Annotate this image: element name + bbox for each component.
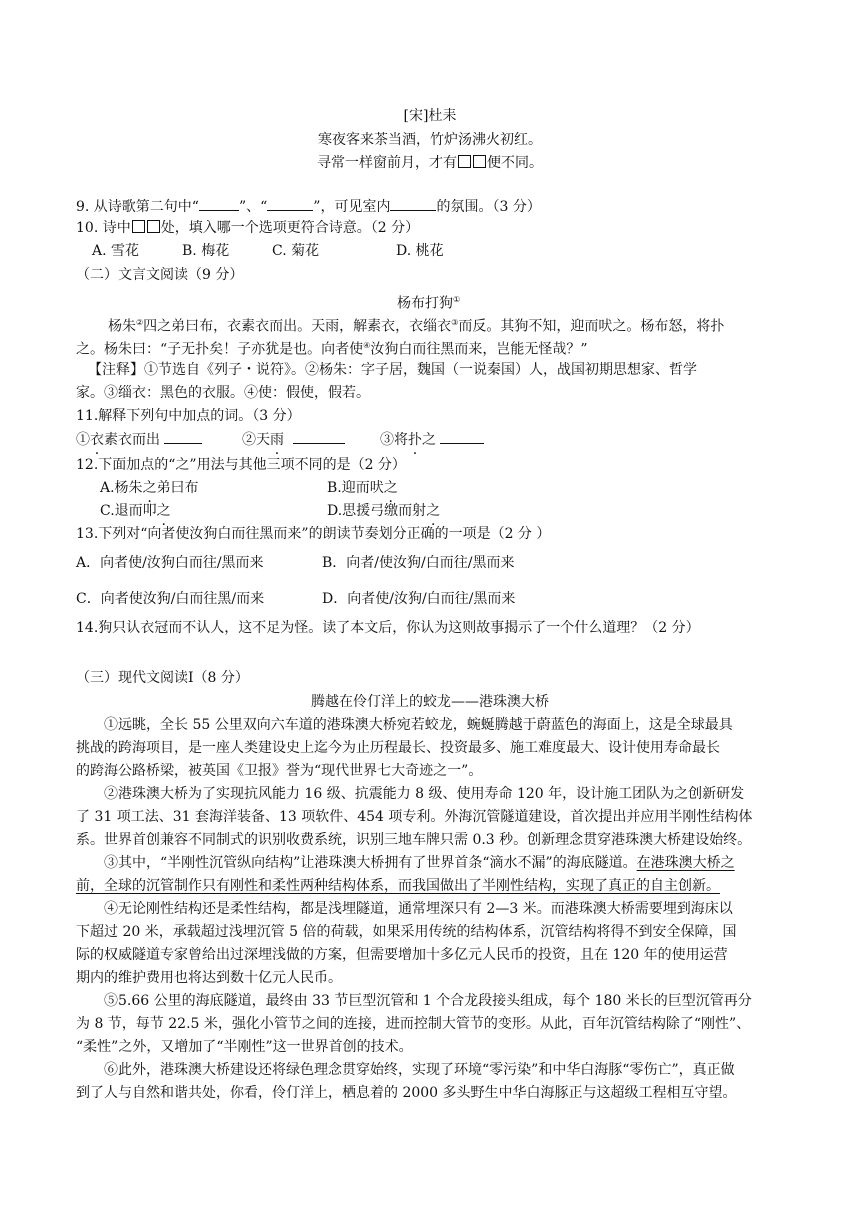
answer-blank[interactable] [440, 429, 484, 444]
section-3-title: 腾越在伶仃洋上的蛟龙——港珠澳大桥 [311, 694, 549, 710]
q12-option-d[interactable]: D.思援弓缴而射之 [327, 503, 441, 519]
q10-option-c[interactable]: C. 菊花 [272, 243, 320, 259]
answer-blank[interactable] [293, 429, 345, 444]
para-1-line-2: 挑战的跨海项目，是一座人类建设史上迄今为止历程最长、投资最多、施工难度最大、设计使用寿命最长 [76, 740, 720, 756]
q12-option-b[interactable]: B.迎而吠之 [327, 480, 398, 496]
q12-option-a[interactable]: A.杨朱之弟曰布 [100, 480, 199, 496]
blank-box [458, 155, 471, 168]
blank-box [147, 220, 160, 233]
para-2-line-2: 了 31 项工法、31 套海洋装备、13 项软件、454 项专利。外海沉管隧道建设，首次提出并应用半刚性结构体 [76, 809, 753, 825]
q11-item-1: ①衣素衣而出 [76, 429, 202, 450]
section-2-heading: （二）文言文阅读（9 分） [76, 267, 244, 283]
para-5-line-1: ⑤5.66 公里的海底隧道，最终由 33 节巨型沉管和 1 个合龙段接头组成，每个 180 米长的巨型沉管再分 [104, 993, 752, 1009]
q10-option-d[interactable]: D. 桃花 [396, 243, 444, 259]
q11-item-2: ②天雨 [242, 429, 345, 450]
para-6-line-1: ⑥此外，港珠澳大桥建设还将绿色理念贯穿始终，实现了环境“零污染”和中华白海豚“零伤亡”，真正做 [104, 1062, 735, 1078]
blank-box [473, 155, 486, 168]
para-4-line-2: 下超过 20 米，承载超过浅埋沉管 5 倍的荷载，如果采用传统的结构体系，沉管结构将得不到安全保障，国 [76, 924, 737, 940]
para-4-line-4: 期内的维护费用也将达到数十亿元人民币。 [76, 970, 342, 986]
para-2-line-1: ②港珠澳大桥为了实现抗风能力 16 级、抗震能力 8 级、使用寿命 120 年，设计施工团队为之创新研发 [104, 786, 745, 802]
blank-box [132, 220, 145, 233]
q13-option-d[interactable]: D．向者使/汝狗/白而往/黑而来 [322, 591, 516, 607]
para-3-line-1: ③其中，“半刚性沉管纵向结构”让港珠澳大桥拥有了世界首条“滴水不漏”的海底隧道。在港珠澳大桥之 [104, 855, 735, 871]
poem-line-2: 寻常一样窗前月，才有 便不同。 [317, 155, 543, 171]
para-3-line-2: 前，全球的沉管制作只有刚性和柔性两种结构体系，而我国做出了半刚性结构，实现了真正的自主创新。 [76, 878, 720, 894]
section-2-title: 杨布打狗① [397, 295, 461, 312]
q13-option-b[interactable]: B．向者/使汝狗/白而往/黑而来 [322, 555, 515, 571]
para-6-line-2: 到了人与自然和谐共处，你看，伶仃洋上，栖息着的 2000 多头野生中华白海豚正与这超级工程相互守望。 [76, 1085, 737, 1101]
para-5-line-3: “柔性”之外，又增加了“半刚性”这一世界首创的技术。 [76, 1039, 413, 1055]
question-14: 14.狗只认衣冠而不认人，这不足为怪。读了本文后，你认为这则故事揭示了一个什么道理？（2 分） [76, 620, 700, 636]
q10-option-b[interactable]: B. 梅花 [182, 243, 230, 259]
para-1-line-1: ①远眺，全长 55 公里双向六车道的港珠澳大桥宛若蛟龙，蜿蜒腾越于蔚蓝色的海面上，这是全球最具 [104, 717, 733, 733]
q11-item-3: ③将扑之 [380, 429, 484, 450]
para-4-line-1: ④无论刚性结构还是柔性结构，都是浅埋隧道，通常埋深只有 2—3 米。而港珠澳大桥需要埋到海床以 [104, 901, 733, 917]
q13-option-c[interactable]: C．向者使汝狗/白而往黑/而来 [76, 591, 265, 607]
question-9: 9. 从诗歌第二句中“ ”、“ ”，可见室内 的氛围。（3 分） [76, 196, 541, 217]
poem-line-1: 寒夜客来茶当酒，竹炉汤沸火初红。 [318, 132, 542, 148]
answer-blank[interactable] [164, 429, 202, 444]
question-12: 12.下面加点的“之”用法与其他三项不同的是（2 分） [76, 457, 406, 473]
answer-blank[interactable] [267, 196, 313, 211]
question-13: 13.下列对“向者使汝狗白而往黑而来”的朗读节奏划分正确的一项是（2 分 ） [76, 526, 551, 542]
answer-blank[interactable] [199, 196, 239, 211]
question-10: 10. 诗中 处，填入哪一个选项更符合诗意。（2 分） [76, 220, 420, 236]
para-2-line-3: 系。世界首创兼容不同制式的识别收费系统，识别三地车牌只需 0.3 秒。创新理念贯穿港珠澳大桥建设始终。 [76, 832, 752, 848]
q13-option-a[interactable]: A．向者使/汝狗白而往/黑而来 [76, 555, 264, 571]
poem-author: [宋]杜耒 [403, 108, 457, 124]
q12-option-c[interactable]: C.退而叩之 [100, 503, 171, 519]
question-11: 11.解释下列句中加点的词。（3 分） [76, 408, 301, 424]
q10-option-a[interactable]: A. 雪花 [92, 243, 140, 259]
section-3-heading: （三）现代文阅读Ⅰ（8 分） [76, 670, 249, 686]
para-1-line-3: 的跨海公路桥梁，被英国《卫报》誉为“现代世界七大奇迹之一”。 [76, 763, 483, 779]
passage-line-2: 之。杨朱曰：“子无扑矣！子亦犹是也。向者使④汝狗白而往黑而来，岂能无怪哉？” [76, 341, 588, 358]
notes-line-2: 家。③缁衣：黑色的衣服。④使：假使，假若。 [76, 385, 370, 401]
para-4-line-3: 际的权威隧道专家曾给出过深埋浅做的方案，但需要增加十多亿元人民币的投资，且在 120 年的使用运营 [76, 947, 728, 963]
passage-line-1: 杨朱②四之弟曰布，衣素衣而出。天雨，解素衣，衣缁衣③而反。其狗不知，迎而吠之。杨布怒，将扑 [108, 318, 725, 335]
notes-line-1: 【注释】①节选自《列子・说符》。②杨朱：字子居，魏国（一说秦国）人，战国初期思想家、哲学 [88, 362, 697, 378]
answer-blank[interactable] [390, 196, 436, 211]
para-5-line-2: 为 8 节，每节 22.5 米，强化小管节之间的连接，进而控制大管节的变形。从此，百年沉管结构除了“刚性”、 [76, 1016, 751, 1032]
